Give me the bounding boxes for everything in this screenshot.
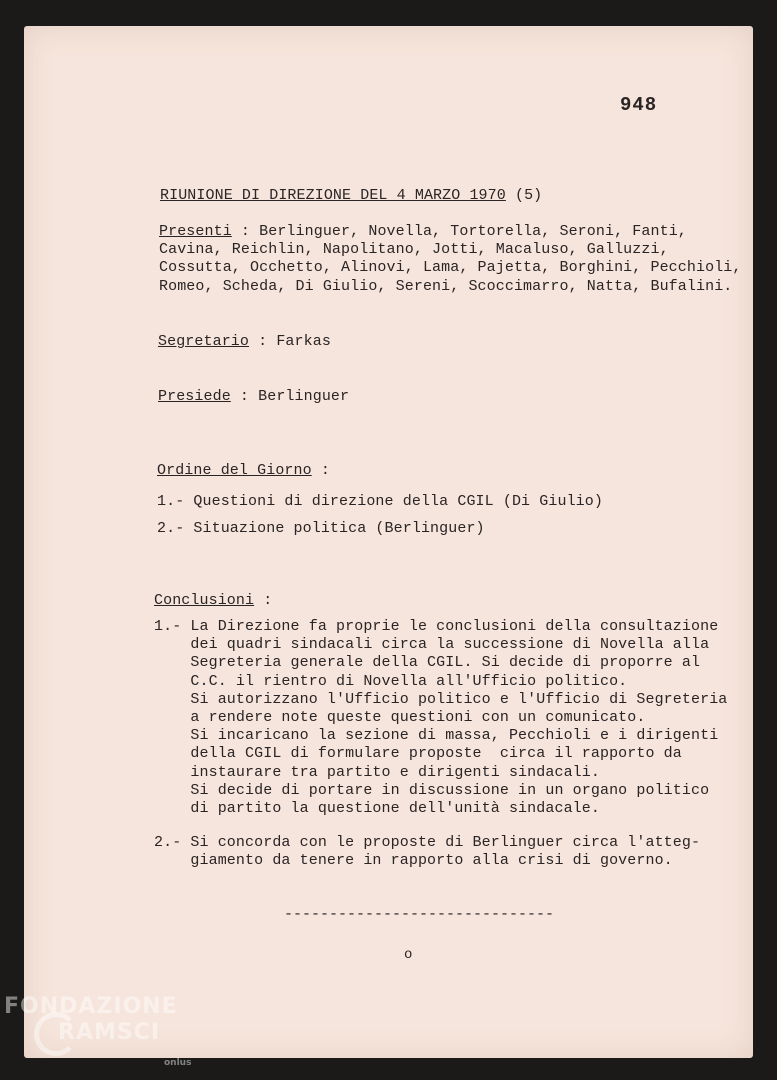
fondazione-gramsci-watermark [4, 994, 192, 1068]
agenda-list: 1.- Questioni di direzione della CGIL (Di Giulio) 2.- Situazione politica (Berlinguer) [157, 493, 603, 537]
ordine-label: Ordine del Giorno [157, 462, 312, 479]
presiede-line: Presiede : Berlinguer [158, 388, 350, 405]
ordine-heading: Ordine del Giorno : [157, 462, 330, 479]
title-text: RIUNIONE DI DIREZIONE DEL 4 MARZO 1970 [160, 187, 506, 204]
conclusioni-heading: Conclusioni : [154, 592, 273, 609]
document-title [160, 187, 542, 205]
page-number: 948 [620, 94, 658, 116]
conclusione-2: 2.- Si concorda con le proposte di Berlinguer circa l'atteg- giamento da tenere in rapporto alla crisi di governo. [154, 834, 701, 870]
conclusione-1: 1.- La Direzione fa proprie le conclusioni della consultazione dei quadri sindacali circa la successione di Novella alla Segreteria generale della CGIL. Si decide di proporre al C.C. il rientro di Novella all'Ufficio politico. Si autorizzano l'Ufficio politico e l'Ufficio di Segreteria a rendere note queste questioni con un comunicato. Si incaricano la sezione di massa, Pecchioli e i dirigenti della CGIL di formulare proposte circa il rapporto da instaurare tra partito e dirigenti sindacali. Si decide di portare in discussione in un organo politico di partito la questione dell'unità sindacale. [154, 618, 728, 818]
segretario-label: Segretario [158, 333, 250, 350]
watermark-line2: RAMSCI [58, 1020, 161, 1045]
watermark-small: onlus [164, 1058, 192, 1068]
segretario-line: Segretario : Farkas [158, 333, 331, 350]
gramsci-g-logo-icon [34, 1012, 78, 1056]
segretario-value: Farkas [276, 333, 331, 350]
presiede-value: Berlinguer [258, 388, 350, 405]
closing-divider: ------------------------------ [284, 906, 555, 923]
title-suffix: (5) [514, 187, 543, 204]
presenti-block: Presenti : Berlinguer, Novella, Tortorella, Seroni, Fanti, Cavina, Reichlin, Napolitano, Jotti, Macaluso, Galluzzi, Cossutta, Occhetto, Alinovi, Lama, Pajetta, Borghini, Pecchioli, Romeo, Scheda, Di Giulio, Sereni, Scoccimarro, Natta, Bufalini. [159, 223, 742, 295]
document-page [24, 26, 753, 1058]
end-mark: o [404, 947, 413, 963]
presenti-label: Presenti [159, 223, 232, 240]
presiede-label: Presiede [158, 388, 231, 405]
conclusioni-label: Conclusioni [154, 592, 255, 609]
presenti-names: Berlinguer, Novella, Tortorella, Seroni, Fanti, Cavina, Reichlin, Napolitano, Jotti, Macaluso, Galluzzi, Cossutta, Occhetto, Alinovi, Lama, Pajetta, Borghini, Pecchioli, Romeo, Scheda, Di Giulio, Sereni, Scoccimarro, Natta, Bufalini. [159, 223, 742, 295]
watermark-line1: FONDAZIONE [4, 994, 178, 1019]
